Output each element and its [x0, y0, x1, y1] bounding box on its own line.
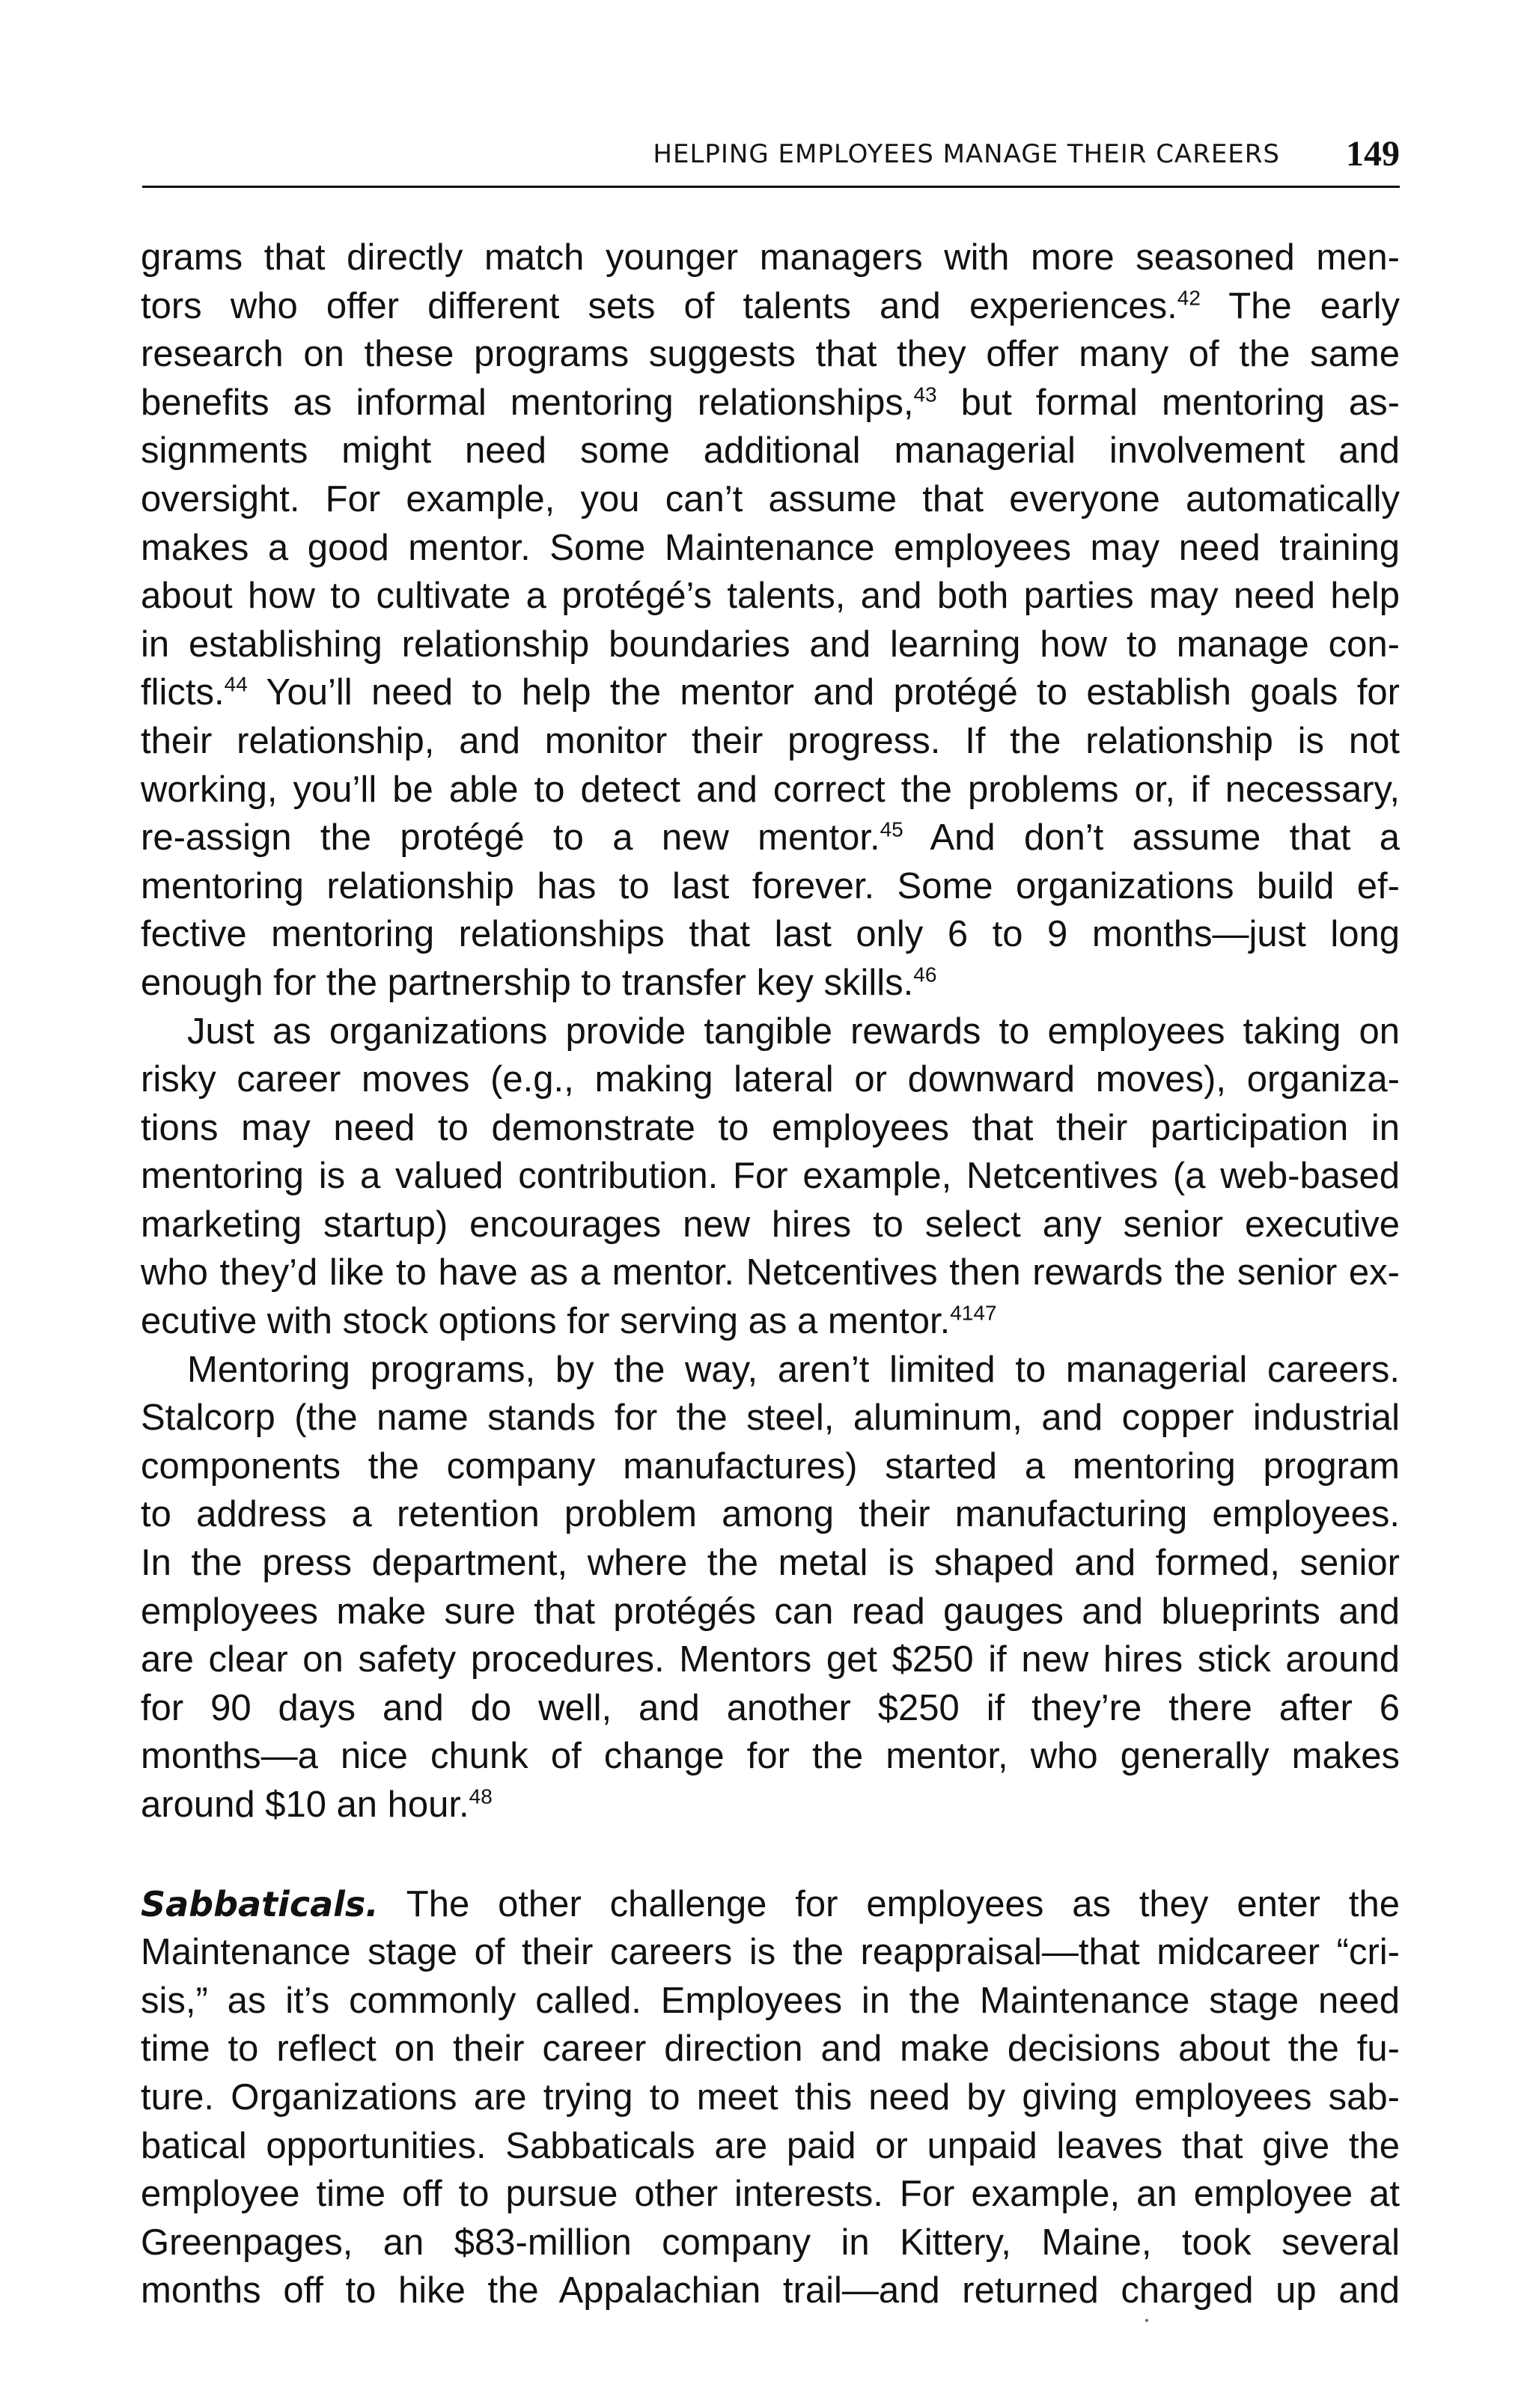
text-line: grams that directly match younger managers with more seasoned men- — [141, 237, 1400, 278]
text-line: around $10 an hour.$^{48}$ — [141, 1784, 493, 1825]
text-line: Sabbaticals. The other challenge for employees as they enter the — [141, 1883, 1400, 1924]
text-line: In the press department, where the metal is shaped and formed, senior — [141, 1543, 1400, 1584]
text-line: makes a good mentor. Some Maintenance employees may need training — [141, 527, 1400, 568]
text-line: for 90 days and do well, and another $250 if they’re there after 6 — [141, 1687, 1400, 1728]
text-line: about how to cultivate a protégé’s talents, and both parties may need help — [141, 576, 1400, 617]
text-line: Stalcorp (the name stands for the steel, aluminum, and copper industrial — [141, 1397, 1400, 1439]
footnote-ref: 46 — [913, 963, 937, 987]
footnote-ref: 45 — [880, 817, 903, 841]
text-line: working, you’ll be able to detect and correct the problems or, if necessary, — [141, 769, 1400, 810]
text-line: fective mentoring relationships that last only 6 to 9 months—just long — [141, 914, 1400, 955]
text-line: marketing startup) encourages new hires to select any senior executive — [141, 1204, 1400, 1245]
text-line: components the company manufactures) started a mentoring program — [141, 1445, 1400, 1487]
section-heading-sabbaticals: Sabbaticals. — [141, 1883, 379, 1924]
running-header — [142, 133, 1400, 175]
text-line: Maintenance stage of their careers is the reappraisal—that midcareer “cri- — [141, 1932, 1400, 1973]
text-line: oversight. For example, you can’t assume that everyone automatically — [141, 478, 1400, 519]
text-line: batical opportunities. Sabbaticals are paid or unpaid leaves that give the — [141, 2125, 1400, 2166]
text-line: flicts.$^{44}$ You’ll need to help the mentor and protégé to establish goals for — [141, 672, 1400, 713]
text-line: ture. Organizations are trying to meet this need by giving employees sab- — [141, 2076, 1400, 2118]
text-line: in establishing relationship boundaries and learning how to manage con- — [141, 624, 1400, 665]
header-rule — [142, 186, 1400, 188]
text-line: Mentoring programs, by the way, aren’t limited to managerial careers. — [187, 1349, 1400, 1390]
text-line: re-assign the protégé to a new mentor.$^{45}$ And don’t assume that a — [141, 817, 1401, 859]
text-line: months off to hike the Appalachian trail—and returned charged up and — [141, 2270, 1400, 2311]
footnote-ref: 43 — [913, 382, 937, 406]
text-line: Greenpages, an $83-million company in Kittery, Maine, took several — [141, 2222, 1400, 2263]
text-line: tions may need to demonstrate to employees that their participation in — [141, 1107, 1400, 1148]
section-gap — [141, 1829, 1400, 1880]
text-line: Just as organizations provide tangible rewards to employees taking on — [187, 1011, 1400, 1052]
text-line: to address a retention problem among their manufacturing employees. — [141, 1494, 1400, 1535]
text-line: research on these programs suggests that they offer many of the same — [141, 334, 1400, 375]
text-line: sis,” as it’s commonly called. Employees in the Maintenance stage need — [141, 1980, 1400, 2021]
text-line: tors who offer different sets of talents and experiences.$^{42}$ The early — [141, 285, 1400, 326]
footnote-ref: 42 — [1177, 286, 1201, 310]
footnote-ref: 48 — [469, 1784, 493, 1808]
body-text — [141, 234, 1400, 2315]
text-line: benefits as informal mentoring relationships,$^{43}$ but formal mentoring as- — [141, 382, 1400, 423]
text-line: who they’d like to have as a mentor. Netcentives then rewards the senior ex- — [141, 1252, 1400, 1293]
text-line: are clear on safety procedures. Mentors get $250 if new hires stick around — [141, 1639, 1400, 1680]
scan-speck — [1145, 2319, 1148, 2322]
footnote-ref: 4147 — [950, 1301, 997, 1325]
page-number: 149 — [1346, 134, 1400, 174]
text-line: their relationship, and monitor their progress. If the relationship is not — [141, 720, 1400, 761]
text-line: mentoring is a valued contribution. For example, Netcentives (a web-based — [141, 1156, 1400, 1197]
text-line: enough for the partnership to transfer key skills.$^{46}$ — [141, 962, 937, 1003]
running-title: HELPING EMPLOYEES MANAGE THEIR CAREERS — [653, 139, 1280, 169]
text-line: time to reflect on their career direction and make decisions about the fu- — [141, 2028, 1400, 2070]
footnote-ref: 44 — [224, 673, 248, 697]
text-line: months—a nice chunk of change for the mentor, who generally makes — [141, 1736, 1400, 1777]
text-line: ecutive with stock options for serving as a mentor.$^{4147}$ — [141, 1301, 997, 1342]
text-line: employees make sure that protégés can read gauges and blueprints and — [141, 1591, 1400, 1632]
text-line: risky career moves (e.g., making lateral or downward moves), organiza- — [141, 1059, 1400, 1100]
text-line: mentoring relationship has to last forever. Some organizations build ef- — [141, 865, 1400, 906]
text-line: signments might need some additional managerial involvement and — [141, 430, 1400, 472]
text-line: employee time off to pursue other interests. For example, an employee at — [141, 2174, 1400, 2215]
